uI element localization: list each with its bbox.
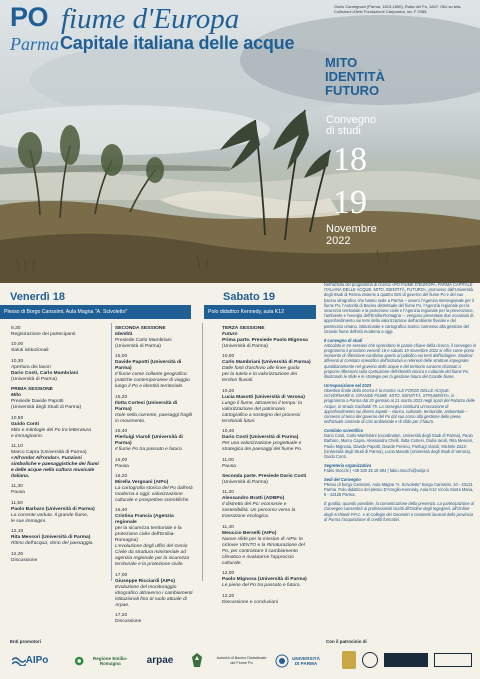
program-line: Guido Conti	[11, 421, 39, 427]
convegno-line-2: di studi	[326, 125, 361, 137]
program-line: (Università degli Studi di Parma)	[11, 405, 82, 411]
program-line: Il distretto del Po: economie e	[222, 502, 287, 508]
program-line: Civile da struttura ministeriale ad	[115, 550, 186, 556]
program-line: 11,20	[222, 490, 234, 496]
aipo-wave-icon	[12, 656, 26, 666]
program-line: Pausa	[222, 463, 236, 469]
saturday-divider	[202, 323, 203, 581]
program-line: moderna a oggi: valorizzazione	[115, 491, 183, 497]
program-line: lungo il Po e identità territoriale.	[115, 384, 184, 390]
program-line: Dalle fonti d'archivio alle linee guida	[222, 366, 300, 372]
subtitle-keywords	[325, 56, 385, 98]
friday-venue: Plesso di Borgo Carissimi, Aula Magna "A. Scivoletto"	[0, 305, 191, 319]
program-line: L'evoluzione degli uffici del Genio	[115, 544, 188, 550]
program-line: Mito e mitologie del Po tra letteratura	[11, 427, 91, 433]
program-line: valorizzazione del patrimonio	[222, 406, 286, 412]
patrocinio-logo-2	[362, 652, 378, 668]
program-line: Discussione	[115, 619, 142, 625]
secretariat-heading: Segreteria organizzativa	[324, 462, 372, 468]
program-line: Dario Costi, Carlo Mambriani	[11, 370, 79, 376]
arpae-logo	[142, 651, 178, 671]
program-line: Ritmo dell'acqua, ritmo del paesaggio.	[11, 541, 94, 547]
program-line: Nuove sfide per la mission di AIPo: le	[222, 536, 303, 542]
painting-caption: Giulio Carmignani (Parma, 1813-1890), Rotta del Po, 1847. Olio su tela. Collezioni d'Arte Fondazione Cariparma, inv. F 2985.	[334, 4, 462, 15]
program-line: 10,50	[11, 415, 24, 421]
patrocinio-label: Con il patrocinio di	[326, 639, 367, 644]
program-line: 16,00	[115, 457, 128, 463]
program-line: 10,30	[11, 358, 24, 364]
regione-logo	[74, 651, 134, 671]
intro-text: Nell'ambito del programma di ricerca «PO FIUME D'EUROPA, PARMA CAPITALE ITALIANA DELLE ACQUE. MITO, IDENTITÀ, FUTURO», promosso dall'Università degli Studi di Parma insieme a quattro Enti di governo del fiume Po e del suo bacino idrografico che hanno sede a Parma – ovvero l'Agenzia Interregionale per il fiume Po, l'Autorità di Bacino distrettuale del fiume Po, l'Agenzia regionale per la sicurezza territoriale e la protezione civile e l'Agenzia regionale per la prevenzione, l'ambiente e l'energia dell'Emilia-Romagna –, vengono presentate due occasioni di approfondimento sui temi della valorizzazione dell'ambiente fluviale e del patrimonio umano, istituzionale e cartografico storico connesso alla gestione del Grande fiume dell'età moderna a oggi.	[324, 282, 474, 334]
program-line: Presiede Davide Papotti	[11, 399, 64, 405]
convegno-label	[326, 115, 376, 137]
program-line: ciclovie VENTO e la Rinaturazione del	[222, 542, 305, 548]
program-line: Le piene del Po tra passato e futuro.	[222, 583, 301, 589]
program-line: idrografico attraverso i cambiamenti	[115, 590, 193, 596]
year-label: 2022	[326, 235, 351, 247]
saturday-venue: Polo didattico Kennedy, aula K12	[204, 305, 316, 319]
month-label: Novembre	[326, 223, 377, 235]
title-po: PO	[10, 2, 49, 32]
program-line: PRIMA SESSIONE	[11, 387, 53, 393]
program-line: e immaginario.	[11, 433, 44, 439]
program-line: 15,40	[115, 429, 128, 435]
program-line: Saluti istituzionali	[11, 348, 49, 354]
program-line: Ilotta Cortesi (Università di Parma)	[115, 400, 178, 412]
keyword-mito: MITO	[325, 55, 358, 70]
patrocinio-logo-1	[342, 651, 356, 669]
program-line: 10,20	[222, 388, 235, 394]
program-line: Il fiume Po tra passato e futuro.	[115, 447, 183, 453]
program-line: istituzionali fino al ruolo attuale di	[115, 596, 187, 602]
convegno-heading: Il convegno di studi	[324, 337, 363, 343]
program-line: 11,30	[11, 484, 23, 490]
program-line: 11,10	[11, 443, 23, 449]
month-year	[326, 223, 377, 247]
program-line: e delle acque nella cultura musicale	[11, 467, 95, 473]
program-line: Rita Messori (Università di Parma)	[11, 535, 91, 541]
program-line: Dario Costi (Università di Parma)	[222, 435, 299, 441]
program-line: strategica dei paesaggi del fiume Po.	[222, 447, 303, 453]
friday-afternoon-program	[115, 326, 195, 625]
program-line: SECONDA SESSIONE	[115, 326, 166, 331]
program-line: simboliche e paesaggistiche dei fiumi	[11, 461, 99, 467]
program-line: territori fluviali.	[222, 378, 254, 384]
program-line: 9,30	[11, 326, 21, 331]
program-line: 11,50	[11, 500, 23, 506]
program-line: 10,00	[11, 342, 24, 348]
program-line: 17,00	[115, 572, 128, 578]
program-line: climatico e rivalutarne l'approccio	[222, 554, 294, 560]
program-line: Arpae.	[115, 602, 130, 608]
unipr-logo	[272, 649, 324, 673]
patrocinio-logo-3	[384, 653, 428, 667]
program-line: Evoluzione del monitoraggio	[115, 584, 177, 590]
description-column	[324, 282, 476, 526]
saturday-title: Sabato 19	[223, 291, 275, 303]
program-line: Lungo il fiume, attraverso il tempo: la	[222, 400, 302, 406]
regione-logo-text: Regione Emilia-Romagna	[92, 655, 128, 666]
hero-painting	[0, 0, 480, 283]
unipr-logo-text: UNIVERSITÀ DI PARMA	[292, 655, 320, 666]
program-line: Registrazione dei partecipanti	[11, 332, 76, 337]
keyword-futuro: FUTURO	[325, 83, 380, 98]
program-line: (Università di Parma)	[115, 344, 161, 349]
program-line: transizione ecologica.	[222, 514, 270, 520]
program-line: 15,00	[115, 354, 128, 360]
program-line: 16,40	[115, 508, 128, 514]
program-line: 11,40	[222, 524, 234, 530]
convegno-text: Articolato in tre sessioni che riprendono le parole chiave della ricerca, il convegno in programma il prossimo venerdì 18 e sabato 19 novembre 2022 si offre come primo momento di riflessione condivisa aperto al pubblico sui temi dell'indagine. Studiosi afferenti al comitato scientifico dell'iniziativa e referenti delle strutture impegnate quotidianamente nel governo delle acque e del territorio saranno chiamati a proporre riflessioni sulla costruzione dell'identità storica e culturale del fiume Po, illustrando le sfide e le strategie per la gestione futura del Grande fiume.	[324, 342, 477, 380]
autorita-bacino-logo: Autorità di Bacino Distrettuale del Fiume Po	[216, 655, 267, 665]
program-line: Futuro	[222, 332, 238, 337]
program-line: Apertura dei lavori	[11, 364, 51, 370]
convegno-line-1: Convegno	[326, 114, 377, 126]
aipo-logo	[8, 651, 52, 671]
program-line: agenzia regionale per la sicurezza	[115, 556, 190, 562]
program-line: Discussione e conclusioni	[222, 599, 278, 605]
program-line: Il fiume come collante geografico:	[115, 372, 188, 378]
aipo-logo-text: AIPo	[25, 655, 49, 667]
date-19: 19	[333, 184, 367, 221]
regione-emblem-icon	[74, 655, 84, 667]
program-line: Cristina Francia (Agenzia regionale	[115, 514, 174, 526]
program-line: 12,20	[222, 593, 235, 599]
program-line: protezione civile dell'Emilia-Romagna)	[115, 532, 175, 544]
patrocinio-logo-4	[434, 653, 472, 667]
program-line: Paolo Barbaro (Università di Parma)	[11, 506, 95, 512]
keyword-identita: IDENTITÀ	[325, 69, 385, 84]
republic-emblem-icon	[191, 652, 203, 668]
friday-divider	[111, 323, 112, 581]
venues-heading: Sedi del Convegno	[324, 476, 361, 482]
program-line: «All'onda! All'onda!». Funzioni	[11, 455, 82, 461]
program-line: 15,20	[115, 394, 128, 400]
committee-text: Dario Costi, Carlo Mambriani (coordinatori, Università degli Studi di Parma), Paolo Barbaro, Marco Capra, Alessandra Chelli, Ilotta Cortesi, Giulia Iacoli, Rita Messori, Paolo Mignosa, Davide Papotti, Davide Persico, Pierluigi Viaroli, Michele Zazzi (Università degli Studi di Parma), Lucia Masotti (Università degli Studi di Verona), Guido Conti.	[324, 433, 474, 460]
friday-title: Venerdì 18	[10, 291, 66, 303]
program-line: culturale.	[222, 560, 242, 566]
saturday-program	[222, 326, 320, 606]
program-line: 10,00	[222, 354, 235, 360]
program-line: (Università di Parma)	[222, 344, 268, 349]
program-line: Identità	[115, 332, 133, 337]
program-line: La cartografia storica del Po dall'età	[115, 485, 193, 491]
title-fiume: fiume d'Europa	[61, 3, 240, 35]
program-line: Carlo Mambriani (Università di Parma)	[222, 360, 311, 366]
program-line: Mito	[11, 393, 22, 399]
program-line: 12,30	[11, 551, 24, 557]
expo-heading: Un'esposizione nel 2023	[324, 382, 372, 388]
expo-text: Obiettivo finale della ricerca è la mostra «LE FORZE DELLE ACQUE. GOVERNARE IL GRANDE FIUME. MITO, IDENTITÀ, STRUMENTI», in programma a Parma dal 20 gennaio al 21 marzo 2023 negli spazi del Palazzo delle Acque, in strada Garibaldi 75. La rassegna costituirà un'occasione di approfondimento sui diversi aspetti – storico, culturale, territoriale, ambientale – connessi al tema del governo del Po dal suo corso alla gestione delle piene, nell'attuale contesto di crisi ambientale e di sfide per il futuro.	[324, 388, 475, 425]
program-line: Discussione	[11, 557, 38, 563]
program-line: Seconda parte. Presiede Dario Costi	[222, 473, 307, 479]
date-18: 18	[333, 141, 367, 178]
program-line: cartografico a sostegno dei processi	[222, 412, 301, 418]
program-line: 16,20	[115, 473, 128, 479]
program-line: Pausa	[115, 463, 129, 469]
program-line: sostenibilità. Un percorso verso la	[222, 508, 296, 514]
program-line: 17,20	[115, 613, 128, 619]
program-line: Pierluigi Viaroli (Università di Parma)	[115, 435, 183, 447]
program-line: Meuccio Berselli (AIPo)	[222, 530, 277, 536]
program-line: Prima parte. Presiede Paolo Mignosa	[222, 338, 308, 343]
program-line: Davide Papotti (Università di Parma)	[115, 360, 182, 372]
program-line: 11,00	[222, 457, 234, 463]
program-line: italiana.	[11, 473, 30, 479]
enti-promotori-label: Enti promotori	[10, 639, 41, 644]
program-line: Po, per contrastare il cambiamento	[222, 548, 298, 554]
program-line: Per una valorizzazione progettuale e	[222, 441, 302, 447]
venues-text: Plesso di borgo Carissimi, Aula Magna "A. Scivoletto" Borgo Carissimi, 10 - 43121 Parma. Polo didattico del plesso D'Azeglio-Kennedy, Aula K12 Vicolo Santa Maria, 5 - 43125 Parma.	[324, 482, 474, 498]
program-line: (Università di Parma)	[11, 376, 57, 382]
friday-morning-program	[11, 326, 111, 564]
program-line: TERZA SESSIONE	[222, 326, 265, 331]
program-line: per la sicurezza territoriale e la	[115, 526, 182, 532]
closing-note: È gradita, quando possibile, la comunicazione della presenza. La partecipazione al Convegno consentirà ai professionisti iscritti all'Ordine degli Ingegneri, all'Ordine degli Architetti P.P.C. e al Collegio dei Geometri e Geometri laureati della provincia di Parma l'acquisizione di crediti formativi.	[324, 501, 474, 522]
program-line: 10,40	[222, 429, 235, 435]
program-line: le sue immagini.	[11, 518, 47, 524]
program-line: Alessandro Bratti (ADBPo)	[222, 496, 285, 502]
program-line: Presiede Carlo Mambriani	[115, 338, 172, 343]
program-line: pratiche contemporanee di viaggio	[115, 378, 190, 384]
program-line: Mirella Vergnani (AIPo)	[115, 479, 169, 485]
program-line: per la tutela e la valorizzazione dei	[222, 372, 298, 378]
program-line: culturale e prospettive scientifiche.	[115, 497, 190, 503]
program-line: in movimento.	[115, 418, 146, 424]
program-line: Paolo Mignosa (Università di Parma)	[222, 577, 307, 583]
program-line: (Università di Parma)	[222, 479, 268, 485]
title-capitale: Capitale italiana delle acque	[60, 33, 295, 53]
program-line: Marco Capra (Università di Parma)	[11, 449, 87, 455]
program-line: Lucia Masotti (Università di Verona)	[222, 394, 305, 400]
program-line: Giuseppe Ricciardi (AIPo)	[115, 578, 176, 584]
program-line: territoriale e la protezione civile.	[115, 562, 184, 568]
program-line: Pausa	[11, 490, 25, 496]
secretariat-text: Fabio Stocchi | +39 340 26 18 694 | fabio.stocchi@unipr.it	[324, 468, 429, 474]
emblem-icon	[190, 649, 204, 671]
program-line: 12,00	[222, 571, 235, 577]
program-line: 12,10	[11, 529, 24, 535]
committee-heading: Comitato scientifico	[324, 428, 364, 434]
arpae-logo-text: arpae	[146, 655, 174, 667]
unipr-seal-icon	[275, 654, 289, 668]
title-parma: Parma	[10, 34, 59, 54]
footer	[0, 637, 480, 679]
program-line: Isole nella corrente, paesaggi fragili	[115, 412, 192, 418]
program-line: territoriali futuri.	[222, 418, 256, 424]
program-line: La corrente veduta. Il grande fiume,	[11, 512, 89, 518]
